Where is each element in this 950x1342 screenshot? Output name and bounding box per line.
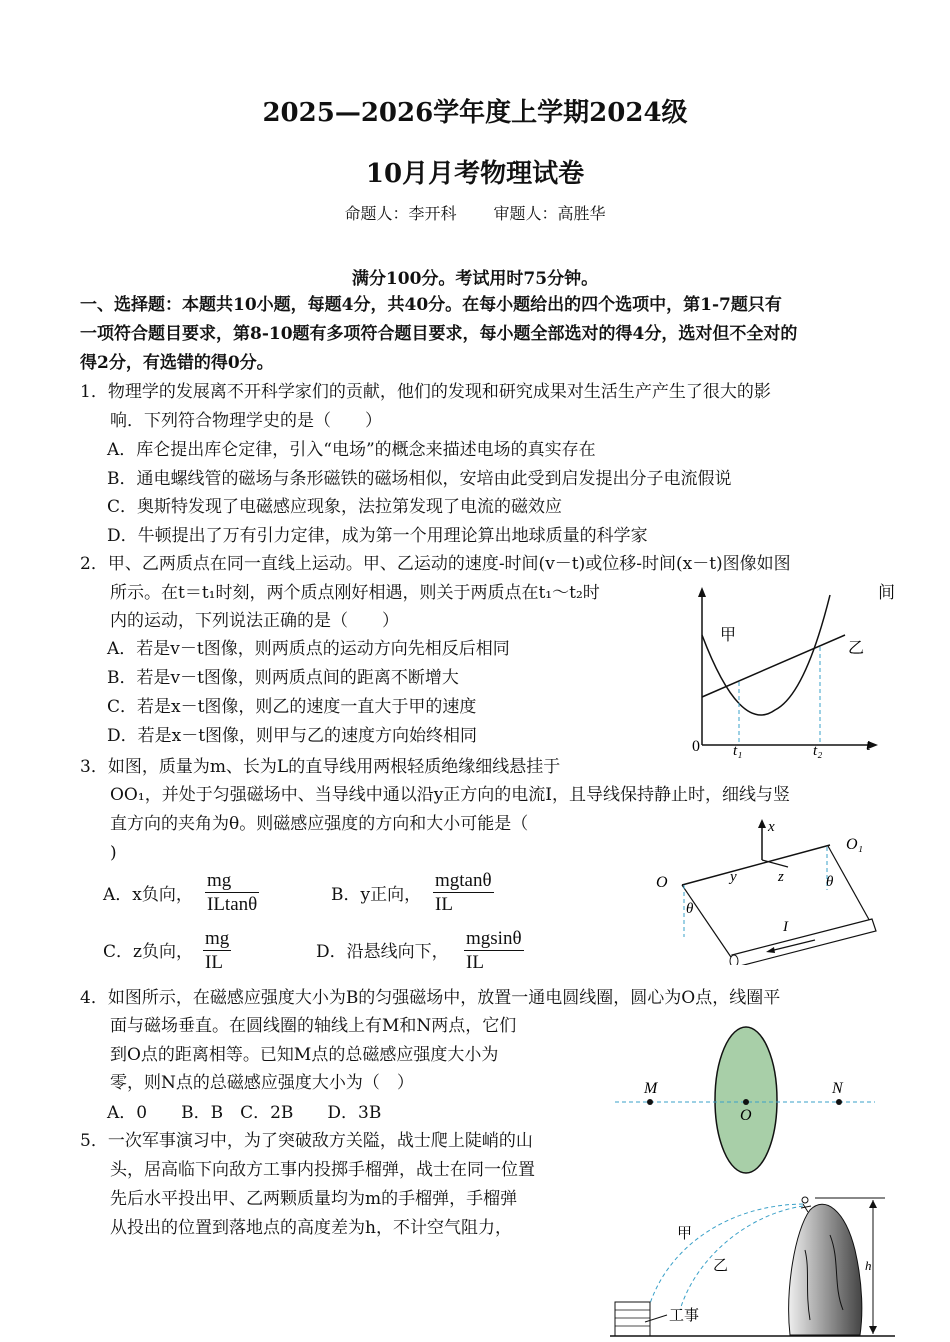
theta-label: θ [826, 874, 834, 890]
option-c: C．若是x－t图像，则乙的速度一直大于甲的速度 [107, 697, 477, 717]
coil-figure [610, 1025, 880, 1175]
option-b-formula [433, 870, 494, 917]
z-axis-label: z [778, 869, 784, 885]
question-text: ) [110, 843, 117, 863]
current-label: I [783, 919, 788, 935]
exam-authors: 命题人：李开科 审题人：高胜华 [344, 204, 606, 223]
y-axis-label: y [730, 869, 737, 885]
option-a-formula [205, 870, 259, 917]
point-m-label: M [644, 1080, 658, 1097]
denominator: IL [435, 894, 453, 915]
question-text: 直方向的夹角为θ。则磁感应强度的方向和大小可能是（ [110, 814, 529, 834]
question-text: 响．下列符合物理学史的是（ ） [110, 411, 382, 431]
option-c-formula [203, 928, 231, 975]
denominator: ILtanθ [207, 894, 258, 915]
option-b: B．通电螺线管的磁场与条形磁铁的磁场相似，安培由此受到启发提出分子电流假说 [107, 469, 732, 489]
question-text: 间 [878, 583, 895, 603]
question-text: 内的运动，下列说法正确的是（ ） [110, 611, 399, 631]
height-label: h [865, 1258, 872, 1273]
denominator: IL [205, 952, 223, 973]
numerator: mgtanθ [435, 870, 492, 891]
section-instructions: 一项符合题目要求，第8-10题有多项符合题目要求，每小题全部选对的得4分，选对但不全对的 [80, 324, 798, 344]
label-yi: 乙 [848, 640, 865, 657]
point-o1-label: O₁ [846, 836, 864, 853]
denominator: IL [466, 952, 484, 973]
trajectory-yi-label: 乙 [713, 1258, 729, 1274]
question-text: 先后水平投出甲、乙两颗质量均为m的手榴弹，手榴弹 [110, 1189, 518, 1209]
option-d: D．牛顿提出了万有引力定律，成为第一个用理论算出地球质量的科学家 [107, 526, 648, 546]
question-text: 到O点的距离相等。已知M点的总磁感应强度大小为 [110, 1045, 499, 1065]
question-text: OO₁，并处于匀强磁场中、当导线中通以沿y正方向的电流I，且导线保持静止时，细线与竖 [110, 785, 791, 805]
label-jia: 甲 [720, 627, 737, 644]
question-text: 从投出的位置到落地点的高度差为h，不计空气阻力， [110, 1218, 512, 1238]
bunker-label: 工事 [669, 1308, 700, 1324]
numerator: mg [205, 870, 259, 893]
question-text: 1．物理学的发展离不开科学家们的贡献，他们的发现和研究成果对生活生产产生了很大的影 [80, 382, 771, 402]
numerator: mg [205, 928, 230, 949]
t1-label: t₁ [733, 743, 743, 759]
theta-label: θ [686, 901, 694, 917]
question-text: 4．如图所示，在磁感应强度大小为B的匀强磁场中，放置一通电圆线圈，圆心为O点，线圈平 [80, 988, 781, 1008]
numerator: mgsinθ [466, 928, 522, 949]
options: A．0 B．B C．2B D．3B [107, 1103, 382, 1123]
exam-title: 2025—2026学年度上学期2024级 [262, 98, 688, 128]
option-d: D．沿悬线向下， [316, 942, 449, 962]
question-text: 头，居高临下向敌方工事内投掷手榴弹，战士在同一位置 [110, 1160, 535, 1180]
option-b: B．y正向， [331, 885, 422, 905]
graph-figure [680, 585, 880, 765]
option-a: A．若是v－t图像，则两质点的运动方向先相反后相同 [107, 639, 510, 659]
option-b: B．若是v－t图像，则两质点间的距离不断增大 [107, 668, 459, 688]
option-d: D．若是x－t图像，则甲与乙的速度方向始终相同 [107, 726, 478, 746]
mountain-figure [605, 1190, 895, 1342]
section-instructions: 一、选择题：本题共10小题，每题4分，共40分。在每小题给出的四个选项中，第1-7题只有 [80, 295, 782, 315]
option-d-formula [464, 928, 524, 975]
option-c: C．奥斯特发现了电磁感应现象，法拉第发现了电流的磁效应 [107, 497, 563, 517]
option-a: A．库仑提出库仑定律，引入“电场”的概念来描述电场的真实存在 [107, 440, 596, 460]
section-instructions: 得2分，有选错的得0分。 [80, 353, 274, 373]
origin-label: 0 [692, 738, 700, 755]
t2-label: t₂ [813, 743, 823, 759]
question-text: 2．甲、乙两质点在同一直线上运动。甲、乙运动的速度-时间(v－t)或位移-时间(x－t)图像如图 [80, 554, 791, 574]
point-n-label: N [832, 1080, 843, 1097]
trajectory-jia-label: 甲 [677, 1226, 693, 1242]
question-text: 所示。在t＝t₁时刻，两个质点刚好相遇，则关于两质点在t₁～t₂时 [110, 583, 600, 603]
option-a: A．x负向， [103, 885, 193, 905]
question-text: 3．如图，质量为m、长为L的直导线用两根轻质绝缘细线悬挂于 [80, 757, 561, 777]
exam-subtitle: 10月月考物理试卷 [365, 159, 585, 189]
option-c: C．z负向， [103, 942, 193, 962]
point-o-label: O [740, 1107, 752, 1124]
t-axis-label: t [866, 737, 871, 754]
x-axis-label: x [768, 819, 775, 835]
question-text: 零，则N点的总磁感应强度大小为（ ） [110, 1073, 414, 1093]
question-text: 5．一次军事演习中，为了突破敌方关隘，战士爬上陡峭的山 [80, 1131, 533, 1151]
point-o-label: O [656, 874, 668, 891]
wire-figure [650, 815, 890, 965]
score-info: 满分100分。考试用时75分钟。 [351, 269, 599, 289]
question-text: 面与磁场垂直。在圆线圈的轴线上有M和N两点，它们 [110, 1016, 517, 1036]
